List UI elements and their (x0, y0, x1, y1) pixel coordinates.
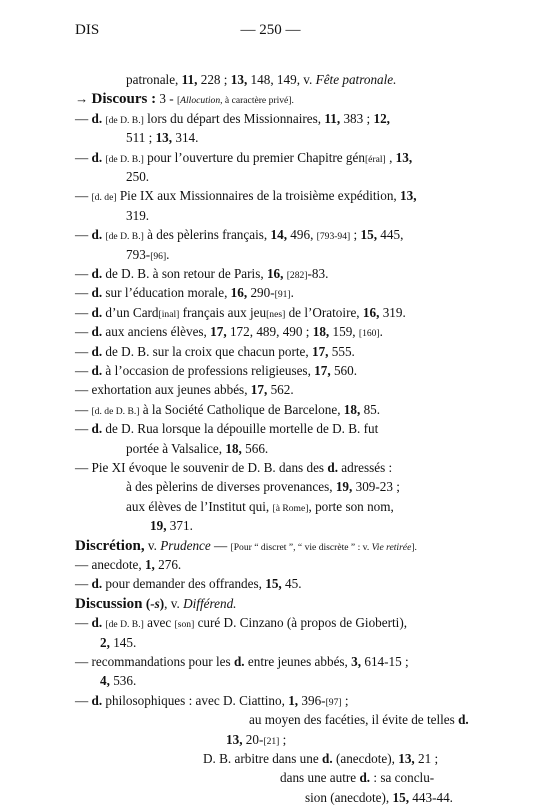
index-line (75, 555, 181, 574)
text-run: 396- (298, 692, 326, 708)
entry-headword: Discours : (91, 91, 157, 108)
text-run: Prudence (160, 537, 211, 553)
text-run: Vie retirée (371, 541, 412, 553)
text-run: philosophiques : avec D. Ciattino, (102, 692, 289, 708)
text-run: 21 ; (414, 751, 439, 766)
text-run: d. (91, 149, 103, 165)
text-run: à des pèlerins français, (143, 227, 271, 243)
text-run: [de D. B.] (105, 114, 144, 126)
text-run: 511 ; (126, 130, 156, 146)
text-run: 18, (343, 401, 361, 417)
text-run: 14, (270, 227, 287, 243)
index-line (226, 730, 286, 751)
text-run: 11, (324, 110, 341, 126)
index-line (75, 361, 357, 380)
text-run: 3, (351, 654, 362, 669)
text-run: , v. (164, 595, 184, 611)
index-line (126, 245, 169, 266)
text-run: patronale, (126, 72, 182, 87)
text-run: à caractère privé]. (222, 95, 294, 107)
text-run: [éral] (364, 153, 386, 165)
text-run: [97] (325, 696, 342, 708)
text-run: ; (350, 227, 361, 243)
text-run: 319. (126, 207, 150, 223)
text-run: — (210, 537, 231, 553)
index-line (150, 516, 193, 535)
text-run: 250. (126, 169, 150, 184)
text-run: — (75, 692, 92, 708)
index-line (100, 633, 136, 652)
text-run: [282] (286, 270, 308, 281)
text-run: d. (91, 227, 103, 243)
text-run: [à Rome] (272, 502, 309, 514)
text-run: 566. (241, 440, 269, 456)
text-run: de D. B. sur la croix que chacun porte, (102, 343, 312, 359)
page-number: — 250 — (240, 22, 301, 38)
text-run: 17, (311, 343, 329, 359)
text-run: [ (176, 95, 181, 107)
text-run: 13, (395, 149, 413, 165)
entry-headword: Discrétion, (75, 537, 145, 554)
text-run: de D. Rua lorsque la dépouille mortelle de D. B. fut (102, 421, 379, 437)
text-run: 18, (312, 324, 330, 340)
index-line (305, 788, 453, 807)
index-line (126, 477, 400, 496)
text-run: sion (anecdote), (305, 789, 393, 805)
text-run: dans une autre (280, 770, 360, 786)
text-run: — exhortation aux jeunes abbés, (75, 382, 251, 398)
index-line (75, 342, 355, 361)
index-line (126, 206, 149, 225)
index-line (75, 303, 406, 324)
index-line (126, 70, 396, 89)
index-line (75, 594, 236, 614)
text-run: — (75, 363, 92, 378)
text-run: 383 ; (340, 110, 374, 126)
text-run: d. (458, 712, 469, 728)
text-run: 555. (328, 343, 355, 359)
index-line (75, 186, 417, 207)
text-run: français aux jeu (179, 304, 267, 320)
text-run: aux anciens élèves, (102, 324, 211, 340)
text-run: [91] (274, 289, 291, 301)
text-run: 172, 489, 490 ; (226, 324, 313, 340)
text-run: — (75, 421, 92, 437)
text-run: 16, (362, 304, 380, 320)
index-line (75, 148, 412, 169)
text-run: — (75, 401, 92, 417)
text-run: [96] (150, 250, 167, 262)
text-run: 17, (314, 363, 331, 378)
text-run: 45. (281, 576, 302, 592)
text-run: Différend. (183, 595, 237, 611)
text-run: 13, (155, 130, 173, 146)
text-run: pour demander des offrandes, (102, 576, 266, 592)
index-line (75, 419, 378, 438)
text-run: 15, (265, 576, 282, 592)
text-run: d. (91, 324, 103, 340)
text-run: d. (359, 770, 371, 786)
text-run: 13, (230, 72, 248, 87)
text-run: de l’Oratoire, (285, 304, 363, 320)
text-run: d. (322, 751, 333, 766)
text-run: curé D. Cinzano (à propos de Gioberti), (194, 615, 408, 631)
index-line (75, 691, 349, 712)
text-run: [d. de] (91, 192, 117, 204)
text-run: d. (91, 285, 103, 301)
index-line (100, 671, 136, 690)
index-line (75, 264, 328, 285)
text-run: 13, (398, 751, 415, 766)
text-run: D. B. arbitre dans une (203, 751, 323, 766)
text-run: [son] (174, 619, 195, 631)
text-run: 85. (360, 401, 381, 417)
text-run: ( (145, 595, 151, 611)
index-line (126, 439, 268, 458)
index-line (126, 497, 394, 518)
index-line (126, 167, 149, 186)
index-line (75, 322, 383, 343)
text-run: . (290, 285, 294, 301)
text-run: 443-44. (409, 789, 453, 805)
text-run: aux élèves de l’Institut qui, (126, 498, 273, 514)
text-run: — (75, 188, 92, 204)
text-run: 536. (109, 673, 137, 689)
text-run: 276. (154, 557, 182, 572)
text-run: d. (91, 421, 103, 437)
text-run: 1, (144, 557, 155, 572)
text-run: 4, (100, 673, 110, 689)
text-run: [inal] (158, 308, 180, 320)
text-run: ; (279, 731, 287, 747)
text-run: → (75, 91, 92, 107)
text-run: — (75, 615, 92, 631)
index-line (75, 225, 403, 246)
index-line (75, 380, 294, 399)
text-run: 309-23 ; (352, 479, 400, 495)
text-run: — anecdote, (75, 557, 145, 572)
header-headword: DIS (75, 22, 100, 38)
text-run: [de D. B.] (105, 619, 144, 631)
index-line (280, 768, 434, 787)
index-line (75, 458, 392, 477)
text-run: — (75, 324, 92, 340)
text-run: 793- (126, 246, 151, 262)
text-run: [de D. B.] (105, 231, 144, 243)
text-run: d. (91, 343, 103, 359)
text-run: d’un Card (102, 304, 159, 320)
text-run: Fête patronale. (315, 72, 397, 87)
text-run: ]. (411, 541, 417, 553)
text-run: — (75, 285, 92, 301)
text-run: 12, (373, 110, 390, 126)
text-run: . (379, 324, 383, 340)
running-header (0, 22, 541, 42)
text-run: d. (91, 363, 103, 378)
text-run: [de D. B.] (105, 153, 144, 165)
text-run: 3 - (156, 91, 177, 107)
text-run: pour l’ouverture du premier Chapitre gén (143, 149, 365, 165)
text-run: [21] (263, 735, 280, 747)
text-run: — Pie XI évoque le souvenir de D. B. dans des (75, 460, 328, 475)
index-line (75, 109, 390, 130)
text-run: portée à Valsalice, (126, 440, 226, 456)
text-run: 2, (100, 634, 110, 650)
text-run: 159, (329, 324, 359, 340)
text-run: au moyen des facéties, il évite de telles (249, 712, 459, 728)
index-line (249, 710, 469, 729)
index-line (75, 283, 294, 304)
text-run: d. (91, 110, 103, 126)
text-run: de D. B. à son retour de Paris, (102, 266, 267, 281)
index-line (75, 89, 294, 110)
text-run: sur l’éducation morale, (102, 285, 231, 301)
text-run: d. (327, 460, 338, 475)
text-run: ; (341, 692, 349, 708)
text-run: 614-15 ; (361, 654, 409, 669)
text-run: 19, (335, 479, 353, 495)
text-run: 19, (150, 518, 167, 534)
text-run: à l’occasion de professions religieuses, (102, 363, 315, 378)
text-run: : sa conclu- (370, 770, 435, 786)
text-run: . (166, 246, 170, 262)
text-run: 11, (181, 72, 198, 87)
text-run: — (75, 343, 92, 359)
text-run: 560. (330, 363, 358, 378)
text-run: 13, (226, 731, 243, 747)
text-run: 13, (400, 188, 417, 204)
text-run: — (75, 227, 92, 243)
text-run: à la Société Catholique de Barcelone, (139, 401, 344, 417)
text-run: 15, (360, 227, 377, 243)
text-run: — (75, 304, 92, 320)
text-run: 319. (379, 304, 406, 320)
text-run: v. (144, 537, 161, 553)
text-run: [d. de D. B.] (91, 405, 140, 417)
text-run: 228 ; (197, 72, 231, 87)
text-run: d. (91, 304, 103, 320)
text-run: Allocution, (180, 95, 223, 107)
text-run: — (75, 266, 92, 281)
text-run: Pie IX aux Missionnaires de la troisième expédition, (116, 188, 401, 204)
index-line (75, 536, 417, 557)
text-run: [160] (358, 328, 380, 340)
text-run: [nes] (266, 308, 286, 320)
text-run: entre jeunes abbés, (244, 654, 352, 669)
index-line (75, 652, 409, 671)
text-run: 18, (225, 440, 242, 456)
text-run: d. (91, 266, 103, 281)
text-run: d. (91, 615, 103, 631)
text-run: — (75, 149, 92, 165)
text-run: adressés : (338, 460, 393, 475)
text-run: — (75, 576, 92, 592)
index-line (203, 749, 438, 768)
text-run: 16, (266, 266, 284, 281)
text-run: ) (159, 595, 165, 611)
text-run: à des pèlerins de diverses provenances, (126, 479, 336, 495)
text-run: 145. (109, 634, 137, 650)
text-run: [793-94] (316, 231, 351, 243)
text-run: , (385, 149, 396, 165)
text-run: 1, (288, 692, 299, 708)
text-run: avec (143, 615, 175, 631)
text-run: lors du départ des Missionnaires, (143, 110, 325, 126)
text-run: d. (91, 692, 103, 708)
text-run: -83. (307, 266, 329, 281)
text-run: , porte son nom, (308, 498, 394, 514)
text-run: d. (233, 654, 245, 669)
index-line (75, 613, 407, 634)
text-run: 496, (286, 227, 317, 243)
text-run: — recommandations pour les (75, 654, 234, 669)
index-line (75, 400, 380, 421)
text-run: 17, (210, 324, 227, 340)
text-run: 445, (376, 227, 404, 243)
text-run: 15, (392, 789, 409, 805)
text-run: d. (91, 576, 103, 592)
entry-headword: Discussion (75, 595, 143, 612)
text-run: 314. (172, 130, 199, 146)
text-run: (anecdote), (332, 751, 399, 766)
text-run: 290- (247, 285, 275, 301)
text-run: 371. (166, 518, 193, 534)
text-run: — (75, 110, 92, 126)
text-run: -s (150, 595, 160, 611)
text-run: 562. (267, 382, 294, 398)
index-line (126, 128, 198, 147)
text-run: 17, (250, 382, 268, 398)
text-run: [Pour “ discret ”, “ vie discrète ” : v. (230, 541, 372, 553)
text-run: 20- (242, 731, 264, 747)
index-line (75, 574, 301, 593)
text-run: 16, (230, 285, 248, 301)
text-run: 148, 149, v. (247, 72, 316, 87)
